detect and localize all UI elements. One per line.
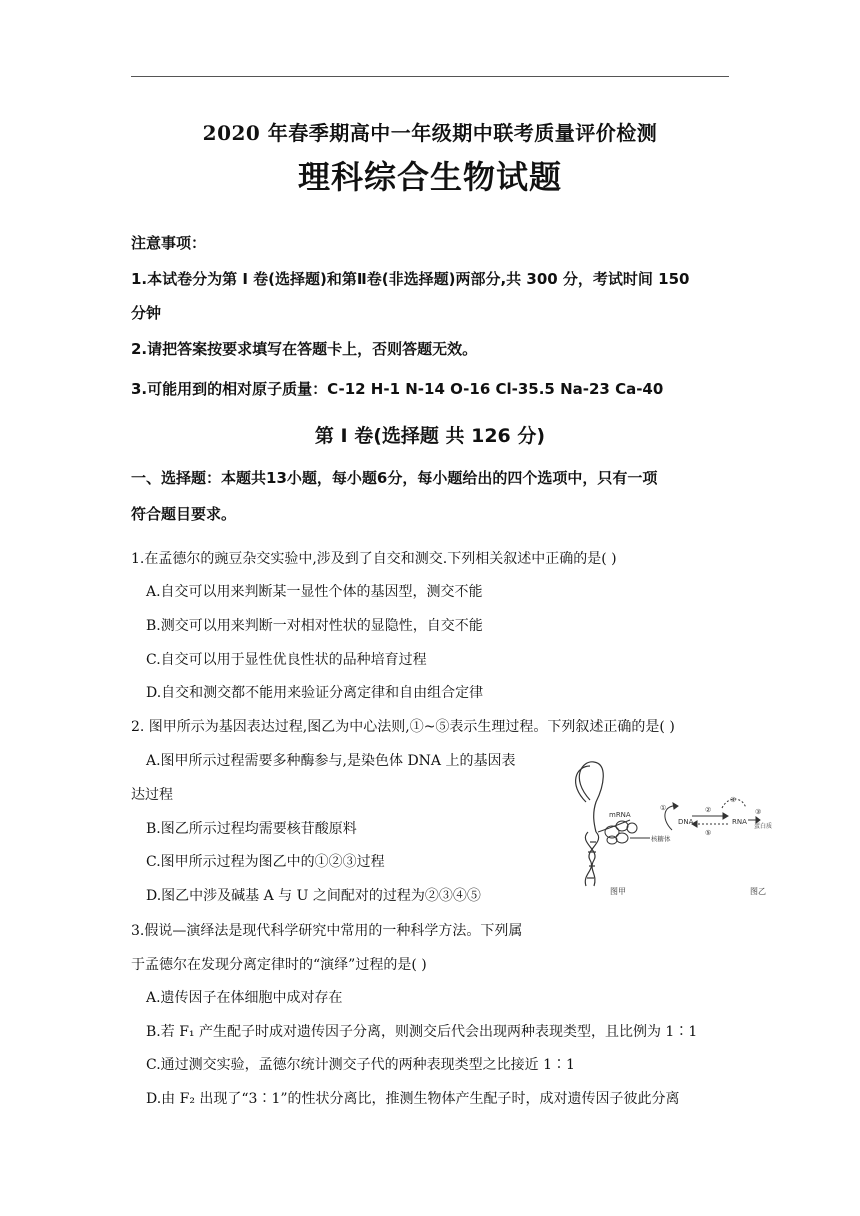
label-dna: DNA [678, 818, 694, 826]
caption-figure-a: 图甲 [610, 887, 626, 896]
question-2-option-d: D.图乙中涉及碱基 A 与 U 之间配对的过程为②③④⑤ [146, 888, 481, 904]
note-item-1-cont: 分钟 [131, 304, 162, 322]
question-1-option-a: A.自交可以用来判断某一显性个体的基因型，测交不能 [146, 584, 483, 600]
label-rna: RNA [732, 818, 747, 826]
question-1-option-b: B.测交可以用来判断一对相对性状的显隐性，自交不能 [146, 618, 483, 634]
label-protein: 蛋白质 [754, 823, 773, 830]
label-n3: ③ [755, 808, 762, 816]
question-3-option-a: A.遗传因子在体细胞中成对存在 [146, 990, 343, 1006]
question-2-option-a: A.图甲所示过程需要多种酶参与,是染色体 DNA 上的基因表 [146, 753, 516, 769]
instruction-line-1: 一、选择题：本题共13小题，每小题6分，每小题给出的四个选项中，只有一项 [131, 469, 658, 487]
figure-a-dna [576, 762, 604, 886]
section-title: 第 I 卷(选择题 共 126 分) [314, 425, 546, 447]
question-3-option-b: B.若 F₁ 产生配子时成对遗传因子分离，则测交后代会出现两种表现类型，且比例为 1∶1 [146, 1024, 698, 1040]
caption-figure-b: 图乙 [750, 887, 766, 896]
label-n1: ① [660, 804, 667, 812]
label-n2: ② [705, 806, 712, 814]
note-item-1: 1.本试卷分为第 I 卷(选择题)和第Ⅱ卷(非选择题)两部分,共 300 分，考试时间 150 [131, 270, 690, 288]
label-mrna: mRNA [609, 811, 631, 819]
label-n5: ⑤ [705, 829, 712, 837]
gene-expression-figure [560, 758, 773, 904]
question-3-option-c: C.通过测交实验，孟德尔统计测交子代的两种表现类型之比接近 1∶1 [146, 1057, 575, 1073]
question-1-option-d: D.自交和测交都不能用来验证分离定律和自由组合定律 [146, 685, 484, 701]
note-item-3: 3.可能用到的相对原子质量：C-12 H-1 N-14 O-16 Cl-35.5 Na-23 Ca-40 [131, 380, 664, 398]
instruction-line-2: 符合题目要求。 [131, 505, 237, 523]
exam-title: 2020 年春季期高中一年级期中联考质量评价检测 [202, 121, 658, 145]
question-2-option-b: B.图乙所示过程均需要核苷酸原料 [146, 821, 357, 837]
question-1-stem: 1.在孟德尔的豌豆杂交实验中,涉及到了自交和测交.下列相关叙述中正确的是( ) [131, 551, 617, 567]
note-item-2: 2.请把答案按要求填写在答题卡上，否则答题无效。 [131, 340, 478, 358]
header-rule [131, 76, 729, 77]
question-2-option-c: C.图甲所示过程为图乙中的①②③过程 [146, 854, 385, 870]
question-2-option-a-cont: 达过程 [131, 787, 173, 803]
question-1-option-c: C.自交可以用于显性优良性状的品种培育过程 [146, 652, 427, 668]
question-2-stem: 2. 图甲所示为基因表达过程,图乙为中心法则,①~⑤表示生理过程。下列叙述正确的是( ) [131, 719, 675, 735]
figure-a-mrna [598, 820, 650, 844]
label-ribosome: 核糖体 [651, 835, 671, 843]
notes-heading: 注意事项： [131, 234, 207, 252]
label-n4: ④ [730, 796, 737, 804]
question-3-option-d: D.由 F₂ 出现了“3∶1”的性状分离比，推测生物体产生配子时，成对遗传因子彼此分离 [146, 1091, 680, 1107]
question-3-stem-line-1: 3.假说—演绎法是现代科学研究中常用的一种科学方法。下列属 [131, 923, 523, 939]
exam-subtitle: 理科综合生物试题 [297, 158, 562, 196]
question-3-stem-line-2: 于孟德尔在发现分离定律时的“演绎”过程的是( ) [131, 957, 427, 973]
